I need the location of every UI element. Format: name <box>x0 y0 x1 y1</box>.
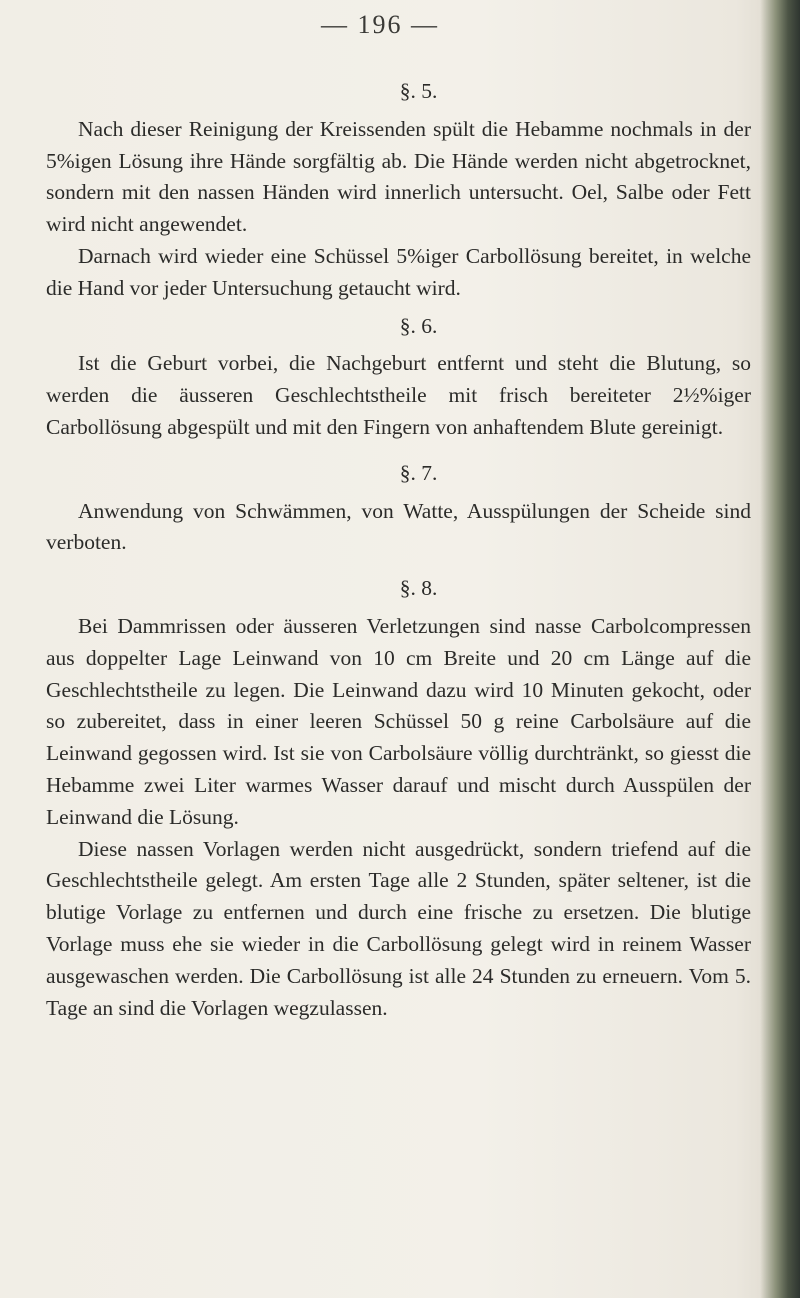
paragraph-8-2: Diese nassen Vorlagen werden nicht ausgedrückt, sondern triefend auf die Geschlechtstheile gelegt. Am ersten Tage alle 2 Stunden, später seltener, ist die blutige Vorlage zu entfernen und durch eine frische zu ersetzen. Die blutige Vorlage muss ehe sie wieder in die Carbollösung gelegt wird in reinem Wasser ausgewaschen werden. Die Carbollösung ist alle 24 Stunden zu erneuern. Vom 5. Tage an sind die Vorlagen wegzulassen. <box>46 836 751 1020</box>
page-edge-shadow <box>760 0 800 1298</box>
paragraph-5-1: Nach dieser Reinigung der Kreissenden spült die Hebamme nochmals in der 5%igen Lösung ihre Hände sorgfältig ab. Die Hände werden nicht abgetrocknet, sondern mit den nassen Händen wird innerlich untersucht. Oel, Salbe oder Fett wird nicht angewendet. <box>46 116 751 237</box>
paragraph-5-2: Darnach wird wieder eine Schüssel 5%iger Carbollösung bereitet, in welche die Hand vor jeder Untersuchung getaucht wird. <box>46 243 751 300</box>
page-body <box>46 76 751 1024</box>
page-number: — 196 — <box>321 10 439 39</box>
paragraph-8-1: Bei Dammrissen oder äusseren Verletzungen sind nasse Carbolcompressen aus doppelter Lage Leinwand von 10 cm Breite und 20 cm Länge auf die Geschlechtstheile zu legen. Die Leinwand dazu wird 10 Minuten gekocht, oder so zubereitet, dass in einer leeren Schüssel 50 g reine Carbolsäure auf die Leinwand gegossen wird. Ist sie von Carbolsäure völlig durchtränkt, so giesst die Hebamme zwei Liter warmes Wasser darauf und mischt durch Ausspülen der Leinwand die Lösung. <box>46 613 751 829</box>
paragraph-6-1: Ist die Geburt vorbei, die Nachgeburt entfernt und steht die Blutung, so werden die äusseren Geschlechtstheile mit frisch bereiteter 2½%iger Carbollösung abgespült und mit den Fingern von anhaftendem Blute gereinigt. <box>46 351 751 439</box>
section-heading-6: §. 6. <box>399 313 438 338</box>
paragraph-7-1: Anwendung von Schwämmen, von Watte, Ausspülungen der Scheide sind verboten. <box>46 498 751 555</box>
section-heading-5: §. 5. <box>399 79 438 103</box>
section-heading-7: §. 7. <box>399 460 438 485</box>
section-heading-8: §. 8. <box>399 576 438 601</box>
